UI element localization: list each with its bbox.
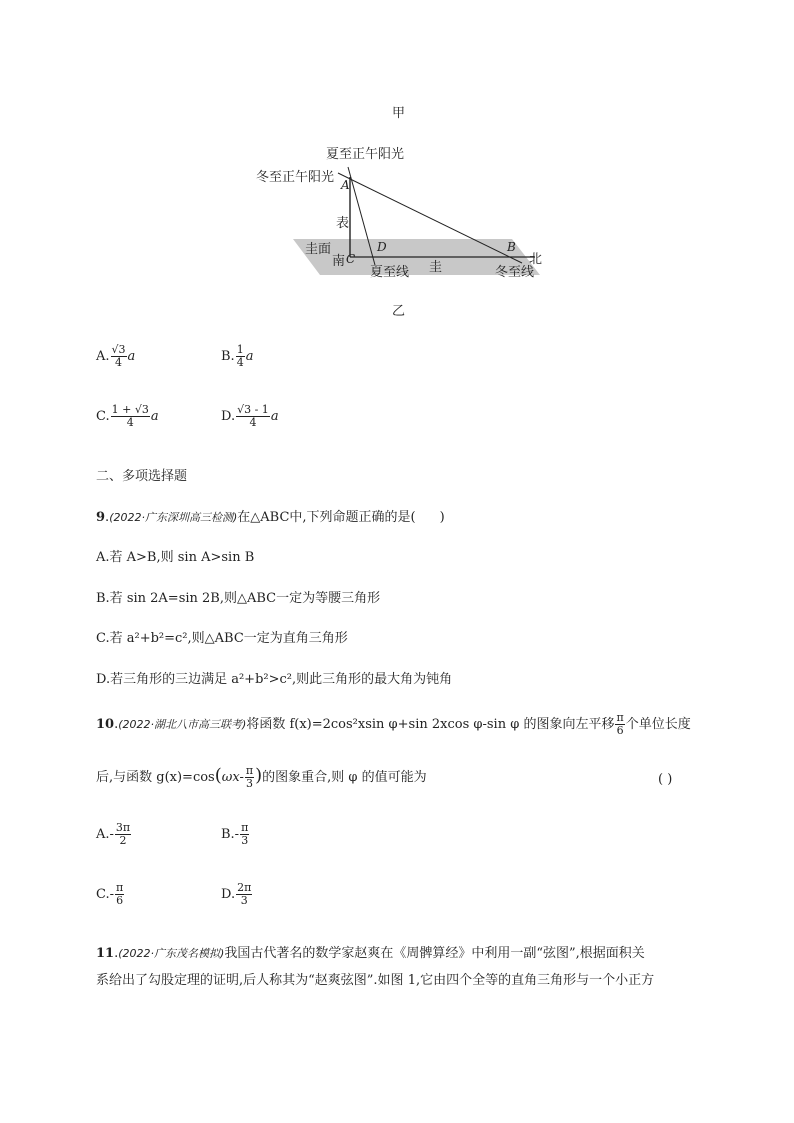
label-gui: 圭 (429, 260, 443, 275)
q10-option-a: A.- $\frac{3\pi}{2}$ (96, 821, 131, 847)
label-summer-sun: 夏至正午阳光 (326, 147, 405, 162)
q8-option-b: B. $\frac{1}{4}$ a (221, 343, 254, 369)
figure-caption-top: 甲 (392, 106, 406, 121)
q8-option-c: C. $\frac{1 + √3}{4}$ a (96, 403, 159, 429)
label-guimian: 圭面 (305, 242, 332, 257)
q9-option-a: A.若 A>B,则 sin A>sin B (96, 550, 255, 565)
label-summer-line: 夏至线 (370, 265, 410, 280)
label-point-b: B (507, 240, 516, 254)
label-biao: 表 (336, 216, 350, 231)
q11-stem-line2: 系给出了勾股定理的证明,后人称其为“赵爽弦图”.如图 1,它由四个全等的直角三角形与一个小正方 (96, 973, 655, 988)
label-north: 北 (529, 252, 543, 267)
label-point-a: A (341, 178, 350, 192)
q10-option-d: D. $\frac{2\pi}{3}$ (221, 881, 252, 907)
q11-stem-line1: 11.(2022·广东茂名模拟)我国古代著名的数学家赵爽在《周髀算经》中利用一副“弦图”,根据面积关 (96, 946, 645, 961)
q10-stem-line1: 10.(2022·湖北八市高三联考)将函数 f(x)=2cos²xsin φ+sin 2xcos φ-sin φ 的图象向左平移 $\frac{\pi}{6}$ 个单位长度 (96, 711, 691, 737)
label-winter-line: 冬至线 (495, 265, 535, 280)
label-south: 南 (332, 254, 346, 269)
q10-stem-line2: 后,与函数 g(x)=cos(ωx- $\frac{\pi}{3}$ )的图象重合,则 φ 的值可能为 (96, 764, 427, 790)
q10-option-b: B.- $\frac{\pi}{3}$ (221, 821, 249, 847)
q8-option-d: D. $\frac{√3 - 1}{4}$ a (221, 403, 279, 429)
label-point-d: D (377, 240, 387, 254)
figure-caption-bottom: 乙 (392, 304, 406, 319)
q8-option-a: A. $\frac{√3}{4}$ a (96, 343, 136, 369)
q9-stem: 9.(2022·广东深圳高三检测)在△ABC中,下列命题正确的是( ) (96, 510, 445, 525)
q9-option-d: D.若三角形的三边满足 a²+b²>c²,则此三角形的最大角为钝角 (96, 672, 453, 687)
q10-answer-paren: ( ) (658, 772, 673, 787)
q9-option-b: B.若 sin 2A=sin 2B,则△ABC一定为等腰三角形 (96, 591, 381, 606)
q10-option-c: C.- $\frac{\pi}{6}$ (96, 881, 124, 907)
q9-option-c: C.若 a²+b²=c²,则△ABC一定为直角三角形 (96, 631, 348, 646)
section-heading: 二、多项选择题 (96, 469, 188, 484)
label-winter-sun: 冬至正午阳光 (256, 170, 335, 185)
label-point-c: C (346, 252, 356, 266)
